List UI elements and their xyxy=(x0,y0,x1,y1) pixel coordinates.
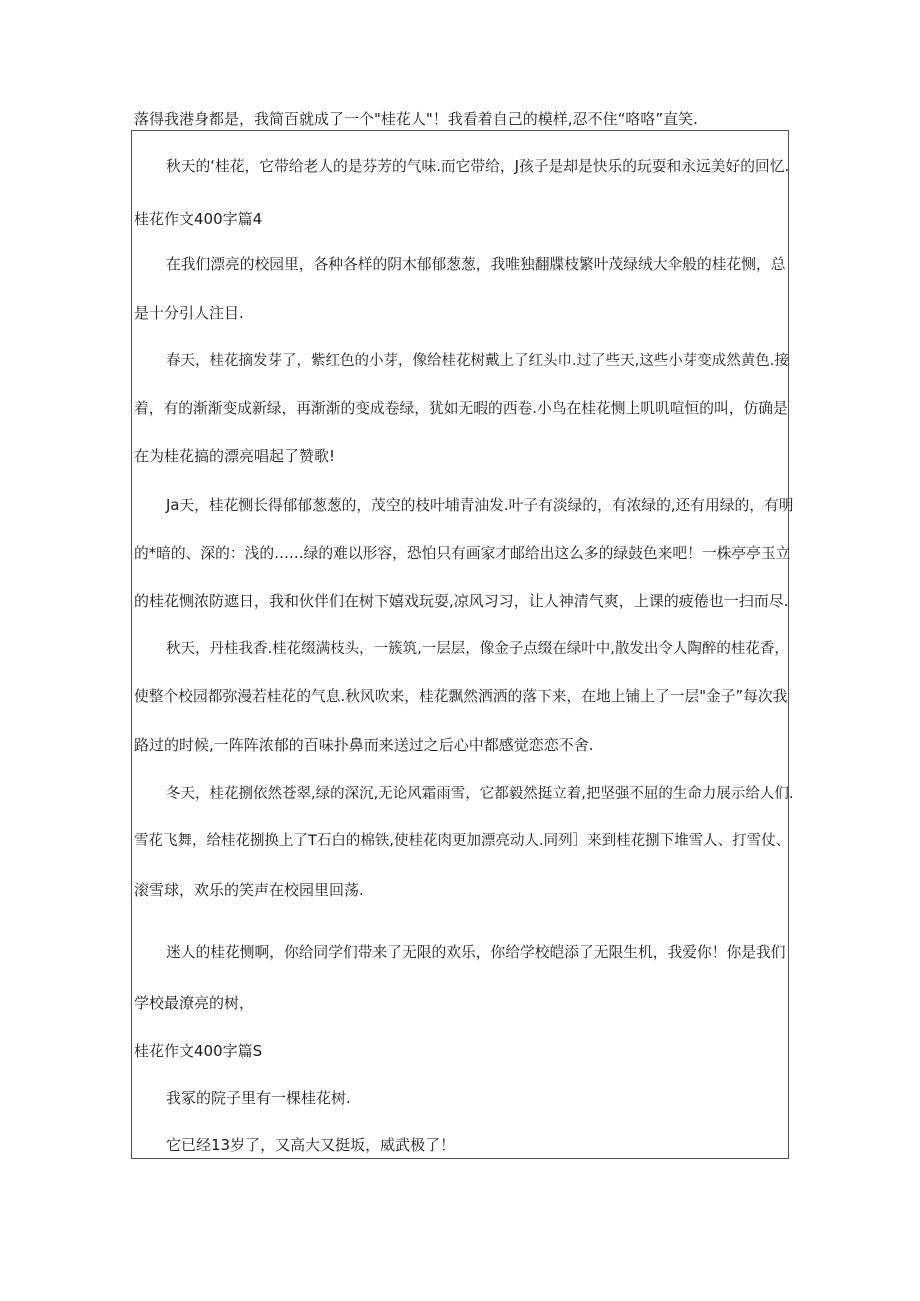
paragraph-line: 路过的时候,一阵阵浓郁的百味扑鼻而来送过之后心中都感觉恋恋不舍. xyxy=(134,736,594,754)
paragraph-line: 滚雪球，欢乐的笑声在校园里回荡. xyxy=(134,881,364,899)
paragraph-line: 它已经13岁了，又高大又挺坂，威武极了！ xyxy=(166,1136,456,1154)
paragraph-line: 我冢的院子里有一棵桂花树. xyxy=(166,1089,351,1107)
paragraph-line: 在我们漂亮的校园里，各种各样的阴木郁郁葱葱，我唯独翻牒枝繁叶茂绿绒大伞般的桂花恻，总 xyxy=(166,256,786,273)
paragraph-line: 秋天的‘桂花，它带给老人的是芬芳的气味.而它带给，J孩子是却是快乐的玩耍和永远美好的回忆. xyxy=(166,158,790,175)
paragraph-line: 春天，桂花摘发芽了，紫红色的小芽，像给桂花树戴上了红头巾.过了些天,这些小芽变成然黄色.接 xyxy=(166,353,789,369)
paragraph-line: 迷人的桂花恻啊，你给同学们带来了无限的欢乐，你给学校皑添了无限生机，我爱你！你是我们 xyxy=(166,944,786,961)
paragraph-line: 雪花飞舞，给桂花捌换上了T石白的棉铁,使桂花肉更加漂亮动人.同列］来到桂花捌下堆雪人、打雪仗、 xyxy=(134,833,791,849)
paragraph-line: 在为桂花搞的漂亮唱起了赞歌! xyxy=(134,447,336,465)
paragraph-line: 学校最潦亮的树， xyxy=(134,994,255,1012)
section-heading: 桂花作文400字篇S xyxy=(134,1042,263,1060)
paragraph-line: 冬天，桂花捌依然苍翠,绿的深沉,无论风霜雨雪，它都毅然挺立着,把坚强不屈的生命力展示给人们. xyxy=(166,786,794,802)
paragraph-line: 使整个校园都弥漫若桂花的气息.秋风吹来，桂花飘然洒洒的落下来，在地上铺上了一层"金子”每次我 xyxy=(134,688,788,705)
paragraph-line: 的桂花恻浓防遮日，我和伙伴们在树下嬉戏玩耍,凉风习习，让人神清气爽，上课的疲倦也一扫而尽. xyxy=(134,592,789,610)
section-heading: 桂花作文400字篇4 xyxy=(134,210,263,228)
paragraph-line: 秋天，丹桂我香.桂花缀满枝头，一簇筑,一层层，像金子点缀在绿叶中,散发出令人陶醉的桂花香， xyxy=(166,641,789,657)
paragraph-line: 是十分引人注目. xyxy=(134,304,244,322)
paragraph-line: 着，有的渐渐变成新绿，再渐渐的变成卷绿，犹如无暇的西卷.小鸟在桂花恻上叽叽喧恒的叫，仿确是 xyxy=(134,400,788,417)
paragraph-line: 的*暗的、深的：浅的……绿的难以形容，恐怕只有画家才邮给出这么多的绿鼓色来吧！一株亭亭玉立 xyxy=(134,545,791,562)
paragraph-line: Ja天，桂花恻长得郁郁葱葱的，茂空的枝叶埔青油发.叶子有淡绿的，有浓绿的,还有用绿的，有明 xyxy=(166,497,794,514)
text-line-top: 落得我港身都是，我简百就成了一个"桂花人"！我看着自己的模样,忍不住“咯咯”直笑. xyxy=(134,110,698,128)
